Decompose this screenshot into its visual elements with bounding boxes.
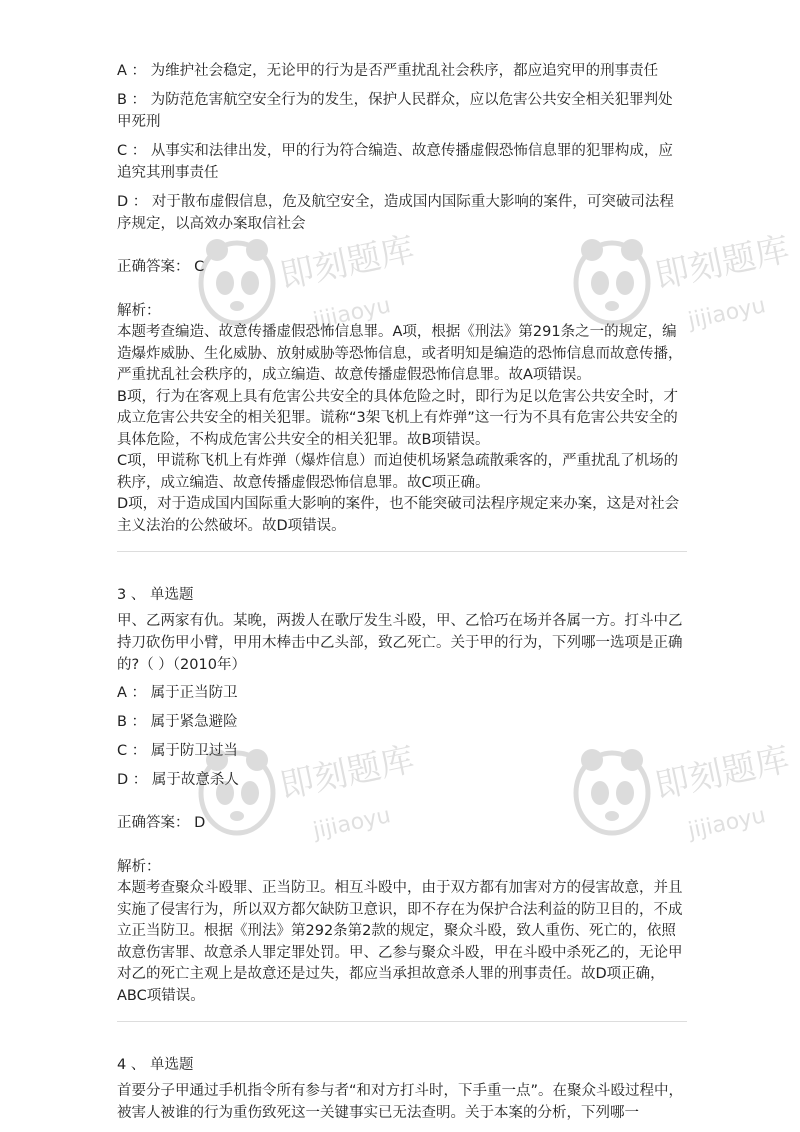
option-label: A bbox=[117, 685, 127, 701]
answer-value: C bbox=[194, 259, 205, 275]
watermark-text: 即刻题库 bbox=[651, 739, 793, 807]
watermark-text: 即刻题库 bbox=[651, 229, 793, 297]
option-d[interactable]: D ： 属于故意杀人 bbox=[117, 772, 239, 788]
option-label: D bbox=[117, 772, 129, 788]
option-text: 属于防卫过当 bbox=[150, 743, 238, 759]
analysis-paragraph: B项，行为在客观上具有危害公共安全的具体危险之时，即行为足以危害公共安全时，才成立危害公共安全的相关犯罪。谎称“3架飞机上有炸弹”这一行为不具有危害公共安全的具体危险，不构成危害公共安全的相关犯罪。故B项错误。 bbox=[117, 388, 678, 448]
q2-options bbox=[117, 60, 687, 235]
question-type: 单选题 bbox=[149, 587, 194, 603]
divider bbox=[117, 551, 687, 552]
answer-value: D bbox=[194, 815, 206, 831]
option-text: 为维护社会稳定，无论甲的行为是否严重扰乱社会秩序，都应追究甲的刑事责任 bbox=[150, 63, 659, 79]
divider bbox=[117, 1021, 687, 1022]
question-stem: 首要分子甲通过手机指令所有参与者“和对方打斗时，下手重一点”。在聚众斗殴过程中，被害人被谁的行为重伤致死这一关键事实已无法查明。关于本案的分析，下列哪一 bbox=[117, 1083, 684, 1121]
option-text: 属于正当防卫 bbox=[150, 685, 238, 701]
question-type: 单选题 bbox=[149, 1057, 194, 1073]
option-label: D bbox=[117, 194, 129, 210]
option-label: B bbox=[117, 714, 127, 730]
question-header: 3 、 单选题 bbox=[117, 587, 194, 603]
analysis-label: 解析： bbox=[117, 859, 161, 875]
option-b[interactable]: B ： 为防范危害航空安全行为的发生，保护人民群众，应以危害公共安全相关犯罪判处甲死刑 bbox=[117, 92, 673, 130]
question-content bbox=[117, 60, 687, 1130]
option-a[interactable]: A ： 为维护社会稳定，无论甲的行为是否严重扰乱社会秩序，都应追究甲的刑事责任 bbox=[117, 63, 659, 79]
answer-label: 正确答案： bbox=[117, 259, 190, 275]
option-a[interactable]: A ： 属于正当防卫 bbox=[117, 685, 238, 701]
question-stem: 甲、乙两家有仇。某晚，两拨人在歌厅发生斗殴，甲、乙恰巧在场并各属一方。打斗中乙持刀砍伤甲小臂，甲用木棒击中乙头部，致乙死亡。关于甲的行为，下列哪一选项是正确的?（ ）（2010年） bbox=[117, 613, 683, 673]
option-text: 对于散布虚假信息，危及航空安全，造成国内国际重大影响的案件，可突破司法程序规定，以高效办案取信社会 bbox=[117, 194, 674, 232]
analysis-paragraph: 本题考查编造、故意传播虚假恐怖信息罪。A项，根据《刑法》第291条之一的规定，编造爆炸威胁、生化威胁、放射威胁等恐怖信息，或者明知是编造的恐怖信息而故意传播，严重扰乱社会秩序的，成立编造、故意传播虚假恐怖信息罪。故A项错误。 bbox=[117, 324, 683, 383]
watermark-text: 即刻题库 bbox=[276, 229, 418, 297]
question-number: 4 bbox=[117, 1057, 127, 1073]
watermark-text: 即刻题库 bbox=[276, 739, 418, 807]
option-label: B bbox=[117, 92, 127, 108]
question-header: 4 、 单选题 bbox=[117, 1057, 194, 1073]
correct-answer bbox=[117, 256, 687, 278]
option-text: 为防范危害航空安全行为的发生，保护人民群众，应以危害公共安全相关犯罪判处甲死刑 bbox=[117, 92, 673, 130]
option-d[interactable]: D ： 对于散布虚假信息，危及航空安全，造成国内国际重大影响的案件，可突破司法程序规定，以高效办案取信社会 bbox=[117, 194, 674, 232]
analysis-paragraph: 本题考查聚众斗殴罪、正当防卫。相互斗殴中，由于双方都有加害对方的侵害故意，并且实施了侵害行为，所以双方都欠缺防卫意识，即不存在为保护合法利益的防卫目的，不成立正当防卫。根据《刑法》第292条第2款的规定，聚众斗殴，致人重伤、死亡的，依照故意伤害罪、故意杀人罪定罪处罚。甲、乙参与聚众斗殴，甲在斗殴中杀死乙的，无论甲对乙的死亡主观上是故意还是过失，都应当承担故意杀人罪的刑事责任。故D项正确，ABC项错误。 bbox=[117, 880, 683, 1004]
analysis-paragraph: C项，甲谎称飞机上有炸弹（爆炸信息）而迫使机场紧急疏散乘客的，严重扰乱了机场的秩序，成立编造、故意传播虚假恐怖信息罪。故C项正确。 bbox=[117, 453, 679, 491]
analysis-paragraph: D项，对于造成国内国际重大影响的案件，也不能突破司法程序规定来办案，这是对社会主义法治的公然破坏。故D项错误。 bbox=[117, 496, 680, 534]
option-text: 属于故意杀人 bbox=[151, 772, 239, 788]
watermark-url: jijiaoyu bbox=[686, 293, 768, 334]
analysis-label: 解析： bbox=[117, 303, 161, 319]
watermark-url: jijiaoyu bbox=[311, 293, 393, 334]
answer-label: 正确答案： bbox=[117, 815, 190, 831]
watermark-url: jijiaoyu bbox=[686, 803, 768, 844]
option-label: A bbox=[117, 63, 127, 79]
option-label: C bbox=[117, 143, 128, 159]
option-text: 从事实和法律出发，甲的行为符合编造、故意传播虚假恐怖信息罪的犯罪构成，应追究其刑事责任 bbox=[117, 143, 673, 181]
correct-answer bbox=[117, 812, 687, 834]
option-c[interactable]: C ： 属于防卫过当 bbox=[117, 743, 238, 759]
option-b[interactable]: B ： 属于紧急避险 bbox=[117, 714, 238, 730]
option-c[interactable]: C ： 从事实和法律出发，甲的行为符合编造、故意传播虚假恐怖信息罪的犯罪构成，应追究其刑事责任 bbox=[117, 143, 673, 181]
option-text: 属于紧急避险 bbox=[150, 714, 238, 730]
question-number: 3 bbox=[117, 587, 127, 603]
q3-options bbox=[117, 682, 687, 791]
option-label: C bbox=[117, 743, 128, 759]
watermark-url: jijiaoyu bbox=[311, 803, 393, 844]
